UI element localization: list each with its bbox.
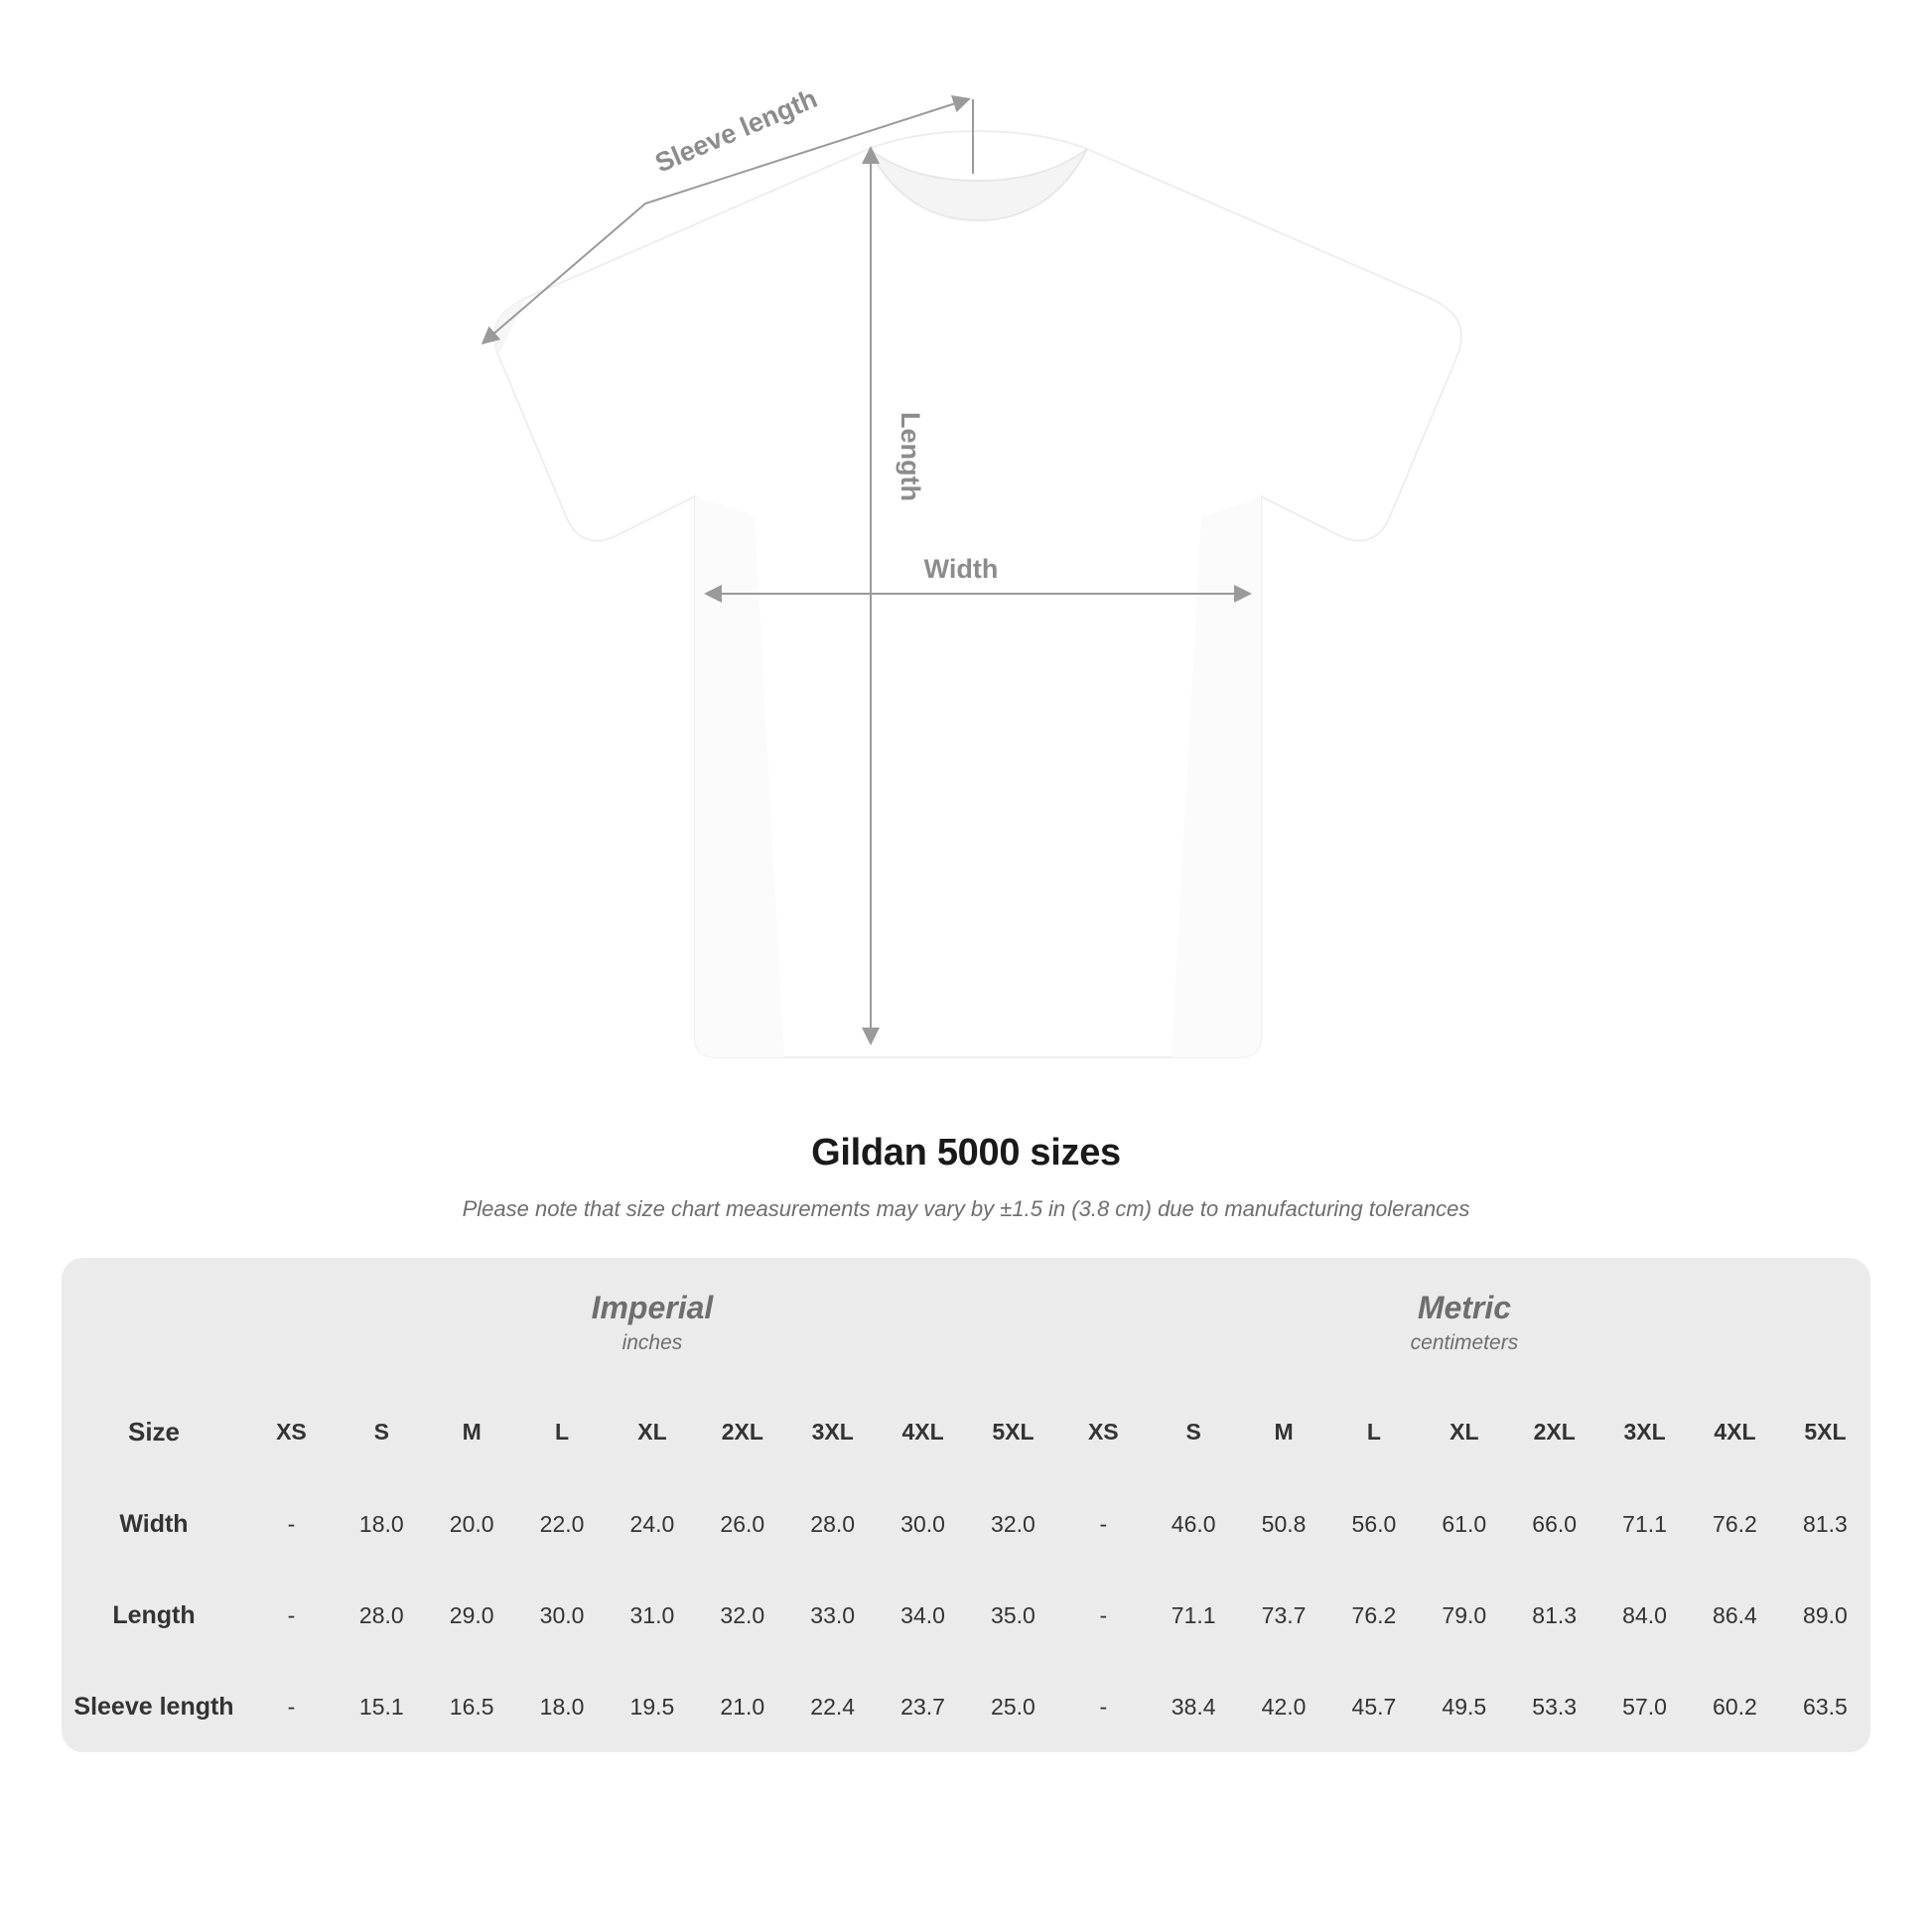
cell-length-imperial-3xl: 33.0 — [787, 1570, 878, 1661]
cell-width-imperial-l: 22.0 — [517, 1478, 608, 1570]
cell-length-imperial-m: 29.0 — [427, 1570, 517, 1661]
header-imperial-2xl: 2XL — [697, 1385, 787, 1478]
cell-sleeve-metric-xs: - — [1058, 1661, 1149, 1752]
header-metric-s: S — [1149, 1385, 1239, 1478]
table-row — [62, 1570, 1870, 1661]
cell-width-imperial-xs: - — [246, 1478, 337, 1570]
cell-length-imperial-2xl: 32.0 — [697, 1570, 787, 1661]
unit-group-metric-name: Metric — [1417, 1290, 1512, 1325]
cell-sleeve-imperial-s: 15.1 — [337, 1661, 427, 1752]
cell-sleeve-imperial-xs: - — [246, 1661, 337, 1752]
header-metric-5xl: 5XL — [1780, 1385, 1870, 1478]
cell-width-imperial-s: 18.0 — [337, 1478, 427, 1570]
size-header-row — [62, 1385, 1870, 1478]
cell-width-imperial-3xl: 28.0 — [787, 1478, 878, 1570]
cell-length-metric-s: 71.1 — [1149, 1570, 1239, 1661]
length-label: Length — [896, 412, 925, 501]
cell-width-imperial-5xl: 32.0 — [968, 1478, 1058, 1570]
cell-length-imperial-4xl: 34.0 — [878, 1570, 968, 1661]
cell-sleeve-imperial-m: 16.5 — [427, 1661, 517, 1752]
cell-sleeve-metric-5xl: 63.5 — [1780, 1661, 1870, 1752]
table-row — [62, 1478, 1870, 1570]
cell-length-metric-4xl: 86.4 — [1690, 1570, 1780, 1661]
unit-group-imperial-name: Imperial — [591, 1290, 714, 1325]
cell-length-metric-xs: - — [1058, 1570, 1149, 1661]
header-metric-4xl: 4XL — [1690, 1385, 1780, 1478]
header-metric-2xl: 2XL — [1509, 1385, 1599, 1478]
cell-sleeve-metric-l: 45.7 — [1329, 1661, 1420, 1752]
unit-group-imperial — [246, 1258, 1058, 1385]
cell-sleeve-metric-m: 42.0 — [1239, 1661, 1329, 1752]
cell-width-metric-3xl: 71.1 — [1599, 1478, 1690, 1570]
header-imperial-l: L — [517, 1385, 608, 1478]
cell-width-metric-4xl: 76.2 — [1690, 1478, 1780, 1570]
cell-sleeve-metric-s: 38.4 — [1149, 1661, 1239, 1752]
header-imperial-s: S — [337, 1385, 427, 1478]
unit-group-row — [62, 1258, 1870, 1385]
cell-sleeve-imperial-3xl: 22.4 — [787, 1661, 878, 1752]
cell-length-imperial-5xl: 35.0 — [968, 1570, 1058, 1661]
cell-length-metric-m: 73.7 — [1239, 1570, 1329, 1661]
cell-sleeve-imperial-2xl: 21.0 — [697, 1661, 787, 1752]
tolerance-note: Please note that size chart measurements may vary by ±1.5 in (3.8 cm) due to manufacturing tolerances — [462, 1196, 1470, 1221]
cell-width-metric-xl: 61.0 — [1419, 1478, 1509, 1570]
cell-sleeve-metric-2xl: 53.3 — [1509, 1661, 1599, 1752]
unit-group-imperial-sub: inches — [621, 1331, 683, 1354]
cell-length-imperial-xl: 31.0 — [608, 1570, 698, 1661]
cell-sleeve-metric-3xl: 57.0 — [1599, 1661, 1690, 1752]
header-imperial-xs: XS — [246, 1385, 337, 1478]
width-label: Width — [923, 554, 999, 584]
cell-sleeve-metric-4xl: 60.2 — [1690, 1661, 1780, 1752]
header-imperial-m: M — [427, 1385, 517, 1478]
header-metric-xl: XL — [1419, 1385, 1509, 1478]
header-metric-xs: XS — [1058, 1385, 1149, 1478]
page-title: Gildan 5000 sizes — [811, 1132, 1121, 1173]
cell-length-imperial-l: 30.0 — [517, 1570, 608, 1661]
header-imperial-3xl: 3XL — [787, 1385, 878, 1478]
cell-length-metric-xl: 79.0 — [1419, 1570, 1509, 1661]
header-metric-l: L — [1329, 1385, 1420, 1478]
cell-width-metric-m: 50.8 — [1239, 1478, 1329, 1570]
cell-width-metric-s: 46.0 — [1149, 1478, 1239, 1570]
cell-length-metric-l: 76.2 — [1329, 1570, 1420, 1661]
header-imperial-4xl: 4XL — [878, 1385, 968, 1478]
header-metric-3xl: 3XL — [1599, 1385, 1690, 1478]
cell-width-metric-l: 56.0 — [1329, 1478, 1420, 1570]
cell-width-imperial-4xl: 30.0 — [878, 1478, 968, 1570]
cell-width-metric-5xl: 81.3 — [1780, 1478, 1870, 1570]
row-label-length: Length — [62, 1570, 246, 1661]
cell-width-imperial-2xl: 26.0 — [697, 1478, 787, 1570]
header-imperial-5xl: 5XL — [968, 1385, 1058, 1478]
unit-group-metric — [1058, 1258, 1870, 1385]
cell-length-imperial-xs: - — [246, 1570, 337, 1661]
cell-sleeve-metric-xl: 49.5 — [1419, 1661, 1509, 1752]
header-metric-m: M — [1239, 1385, 1329, 1478]
header-size-label: Size — [62, 1385, 246, 1478]
size-table — [62, 1258, 1870, 1752]
cell-length-metric-3xl: 84.0 — [1599, 1570, 1690, 1661]
cell-sleeve-imperial-4xl: 23.7 — [878, 1661, 968, 1752]
cell-width-imperial-m: 20.0 — [427, 1478, 517, 1570]
unit-group-metric-sub: centimeters — [1410, 1331, 1519, 1354]
row-label-width: Width — [62, 1478, 246, 1570]
sleeve-length-label: Sleeve length — [650, 82, 822, 179]
cell-width-metric-2xl: 66.0 — [1509, 1478, 1599, 1570]
cell-sleeve-imperial-xl: 19.5 — [608, 1661, 698, 1752]
row-label-sleeve-length: Sleeve length — [62, 1661, 246, 1752]
cell-width-metric-xs: - — [1058, 1478, 1149, 1570]
cell-length-metric-5xl: 89.0 — [1780, 1570, 1870, 1661]
table-row — [62, 1661, 1870, 1752]
cell-length-imperial-s: 28.0 — [337, 1570, 427, 1661]
cell-width-imperial-xl: 24.0 — [608, 1478, 698, 1570]
cell-length-metric-2xl: 81.3 — [1509, 1570, 1599, 1661]
size-table-container — [62, 1258, 1870, 1752]
header-imperial-xl: XL — [608, 1385, 698, 1478]
unit-group-spacer — [62, 1258, 246, 1385]
cell-sleeve-imperial-l: 18.0 — [517, 1661, 608, 1752]
title-block — [0, 1132, 1932, 1222]
cell-sleeve-imperial-5xl: 25.0 — [968, 1661, 1058, 1752]
